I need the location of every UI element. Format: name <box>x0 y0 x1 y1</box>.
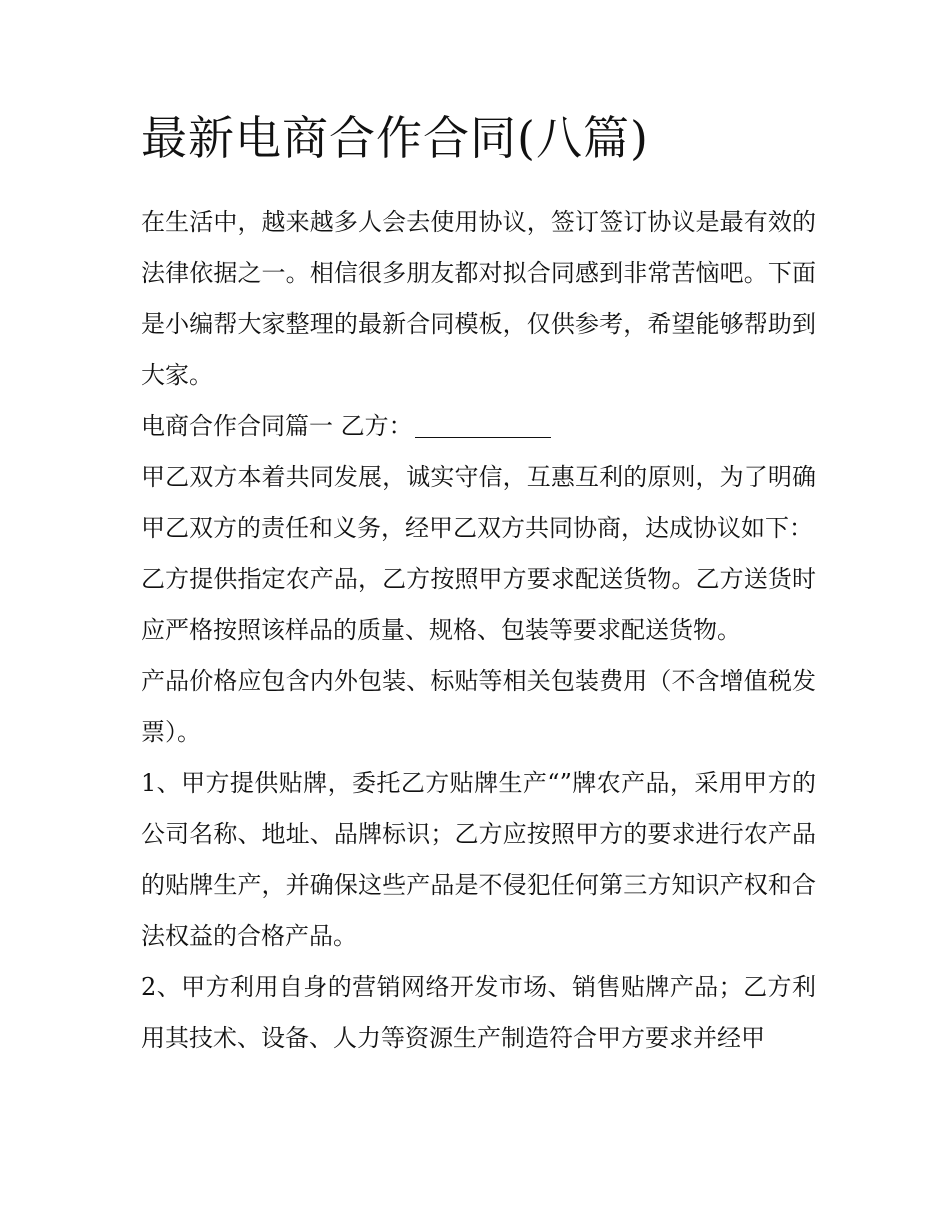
price-paragraph: 产品价格应包含内外包装、标贴等相关包装费用（不含增值税发票）。 <box>141 667 816 746</box>
supply-paragraph: 乙方提供指定农产品，乙方按照甲方要求配送货物。乙方送货时应严格按照该样品的质量、规格、包装等要求配送货物。 <box>141 565 816 644</box>
contract-heading-line <box>141 401 816 452</box>
party-b-blank-line <box>415 412 551 438</box>
clause-1-paragraph: 1、甲方提供贴牌，委托乙方贴牌生产“”牌农产品，采用甲方的公司名称、地址、品牌标识；乙方应按照甲方的要求进行农产品的贴牌生产，并确保这些产品是不侵犯任何第三方知识产权和合法权益的合格产品。 <box>141 769 816 950</box>
document-body <box>141 197 816 1064</box>
intro-paragraph: 在生活中，越来越多人会去使用协议，签订签订协议是最有效的法律依据之一。相信很多朋友都对拟合同感到非常苦恼吧。下面是小编帮大家整理的最新合同模板，仅供参考，希望能够帮助到大家。 <box>141 208 816 389</box>
preamble-paragraph: 甲乙双方本着共同发展，诚实守信，互惠互利的原则，为了明确甲乙双方的责任和义务，经甲乙双方共同协商，达成协议如下： <box>141 463 816 542</box>
contract-heading-text: 电商合作合同篇一 乙方： <box>141 412 413 440</box>
document-title: 最新电商合作合同(八篇) <box>141 111 649 165</box>
clause-2-paragraph: 2、甲方利用自身的营销网络开发市场、销售贴牌产品；乙方利用其技术、设备、人力等资源生产制造符合甲方要求并经甲 <box>141 973 816 1052</box>
